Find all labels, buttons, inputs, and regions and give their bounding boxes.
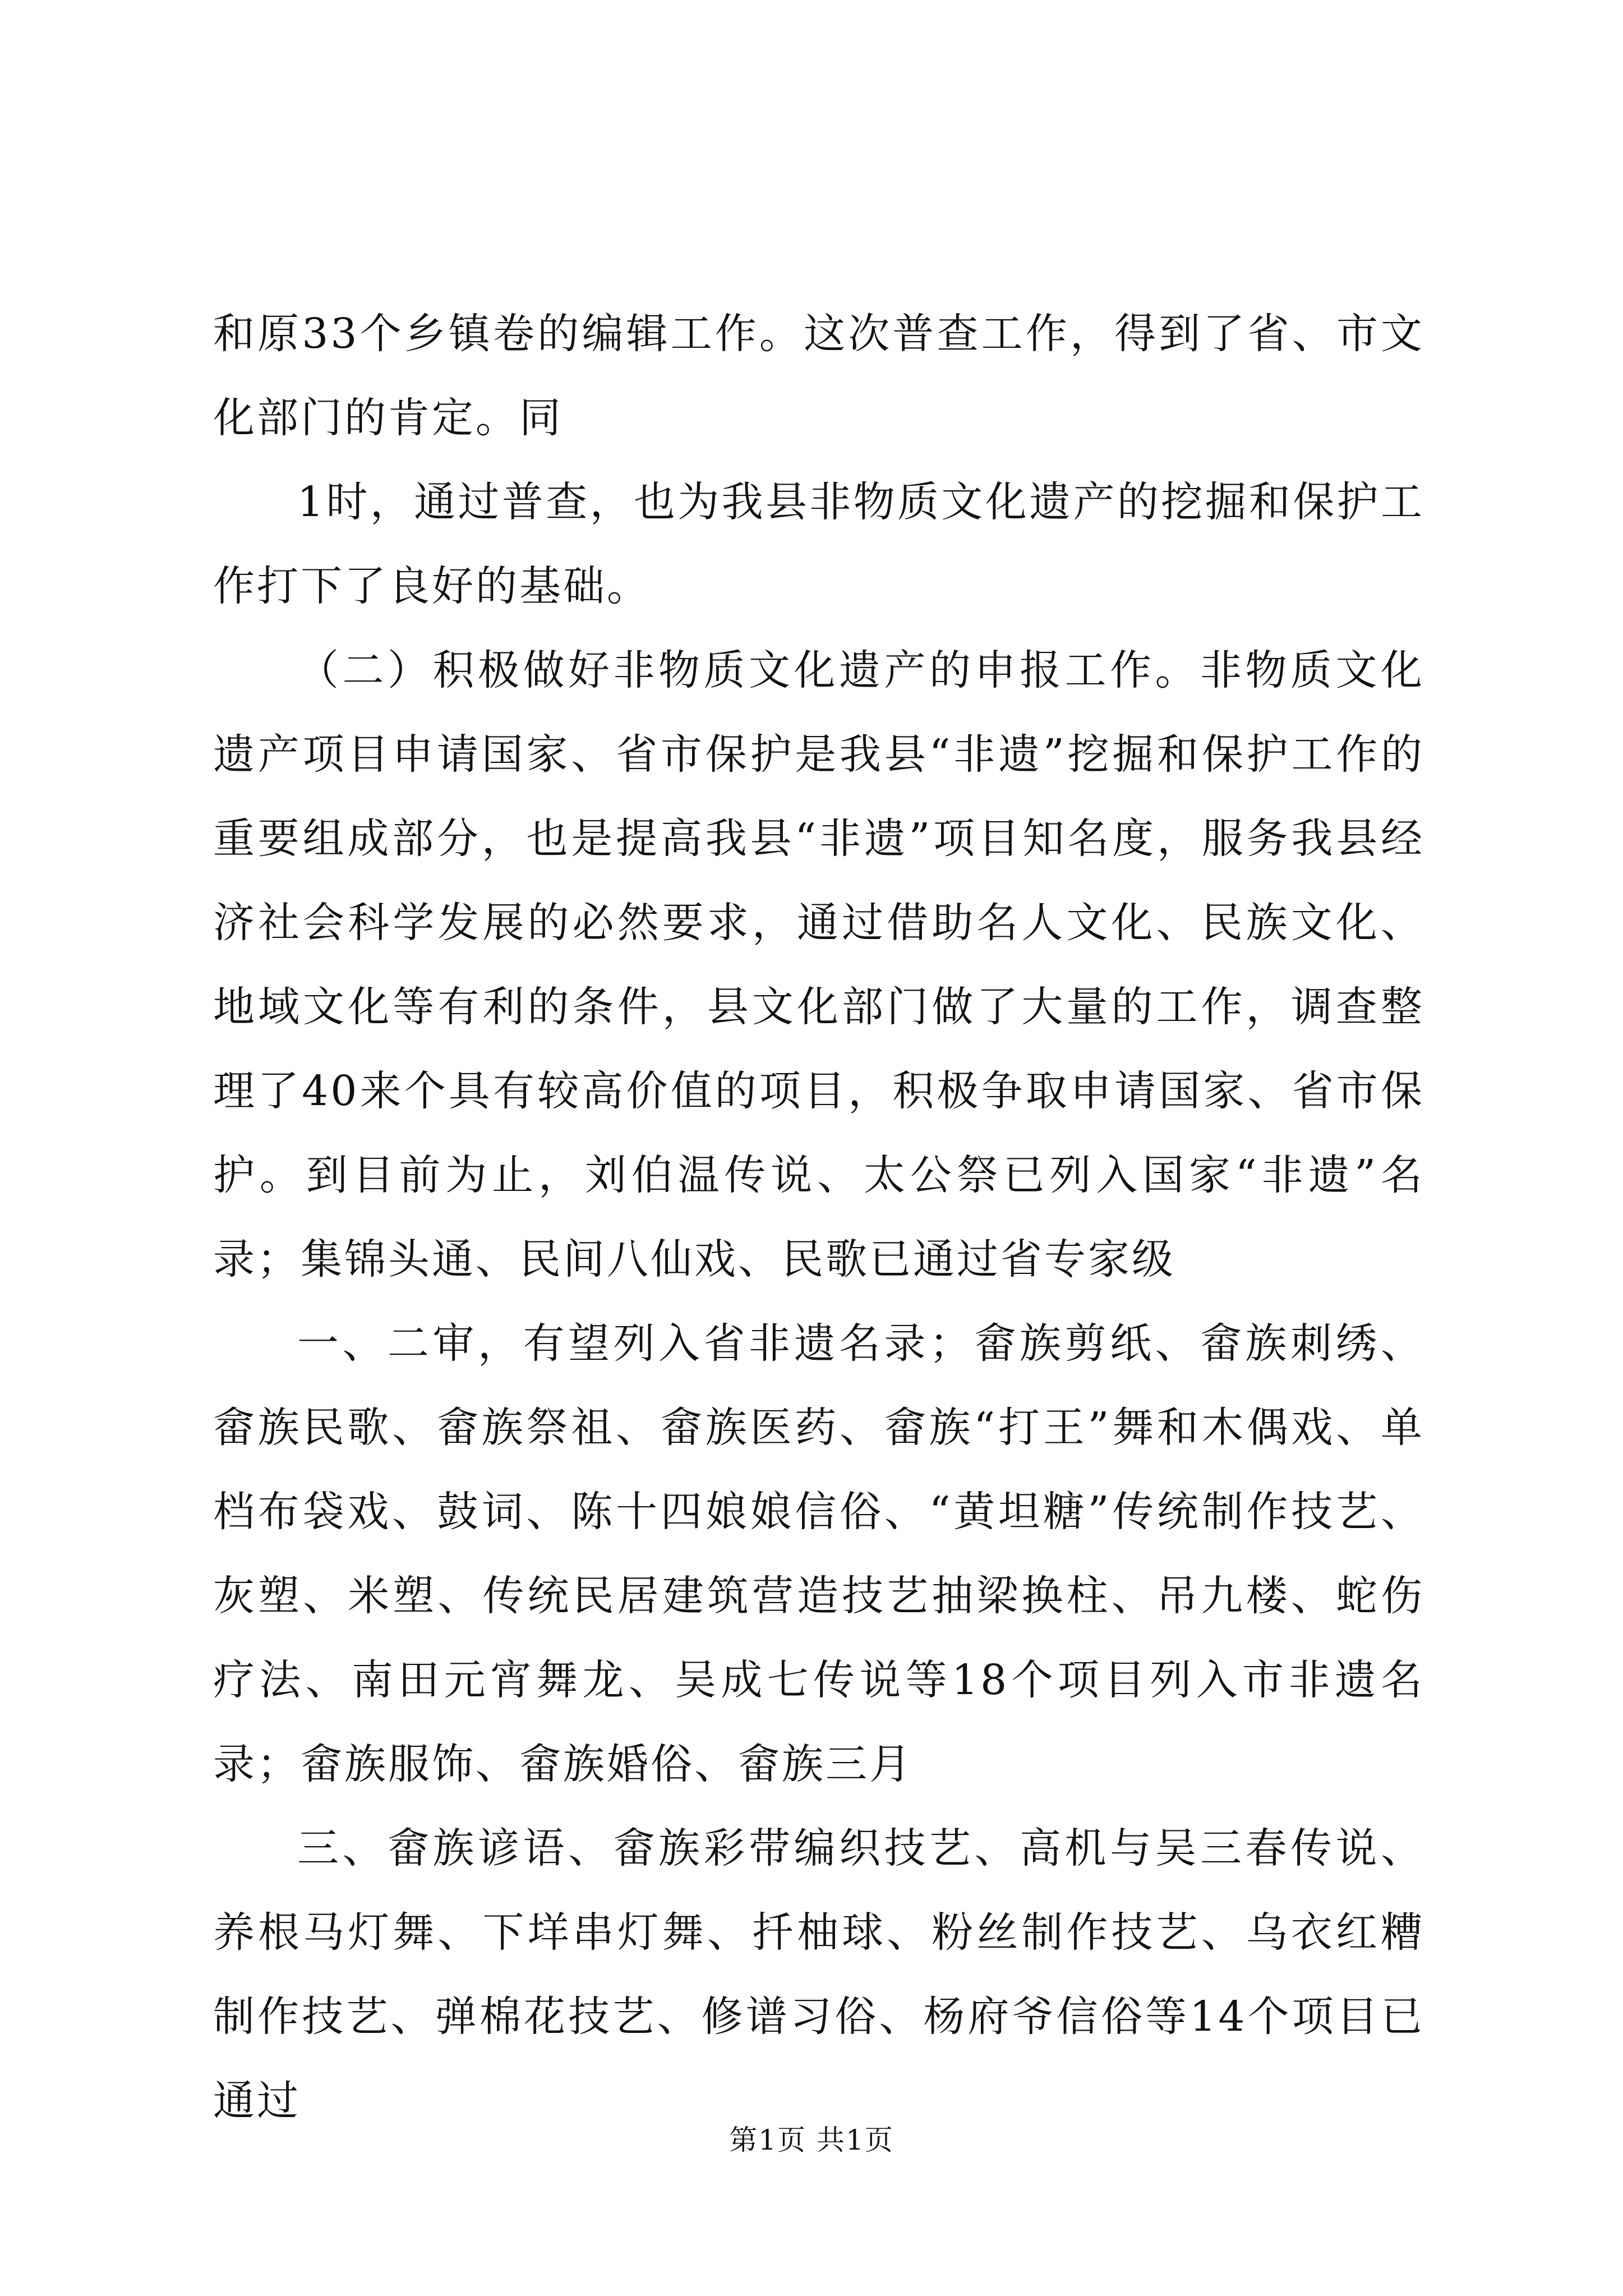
paragraph-5: 三、畲族谚语、畲族彩带编织技艺、高机与吴三春传说、养根马灯舞、下垟串灯舞、扦柚球、粉丝制作技艺、乌衣红糟制作技艺、弹棉花技艺、修谱习俗、杨府爷信俗等14个项目已通过: [213, 1824, 1424, 2125]
paragraph-2: 1时，通过普查，也为我县非物质文化遗产的挖掘和保护工作打下了良好的基础。: [213, 478, 1424, 610]
page-footer: 第1页 共1页: [729, 2124, 894, 2156]
paragraph-3: （二）积极做好非物质文化遗产的申报工作。非物质文化遗产项目申请国家、省市保护是我县“非遗”挖掘和保护工作的重要组成部分，也是提高我县“非遗”项目知名度，服务我县经济社会科学发展的必然要求，通过借助名人文化、民族文化、地域文化等有利的条件，县文化部门做了大量的工作，调查整理了40来个具有较高价值的项目，积极争取申请国家、省市保护。到目前为止，刘伯温传说、太公祭已列入国家“非遗”名录；集锦头通、民间八仙戏、民歌已通过省专家级: [213, 646, 1424, 1283]
paragraph-1: 和原33个乡镇卷的编辑工作。这次普查工作，得到了省、市文化部门的肯定。同: [213, 310, 1424, 442]
paragraph-4: 一、二审，有望列入省非遗名录；畲族剪纸、畲族刺绣、畲族民歌、畲族祭祖、畲族医药、畲族“打王”舞和木偶戏、单档布袋戏、鼓词、陈十四娘娘信俗、“黄坦糖”传统制作技艺、灰塑、米塑、传统民居建筑营造技艺抽梁换柱、吊九楼、蛇伤疗法、南田元宵舞龙、吴成七传说等18个项目列入市非遗名录；畲族服饰、畲族婚俗、畲族三月: [213, 1319, 1424, 1788]
document-body: [213, 292, 1424, 2143]
